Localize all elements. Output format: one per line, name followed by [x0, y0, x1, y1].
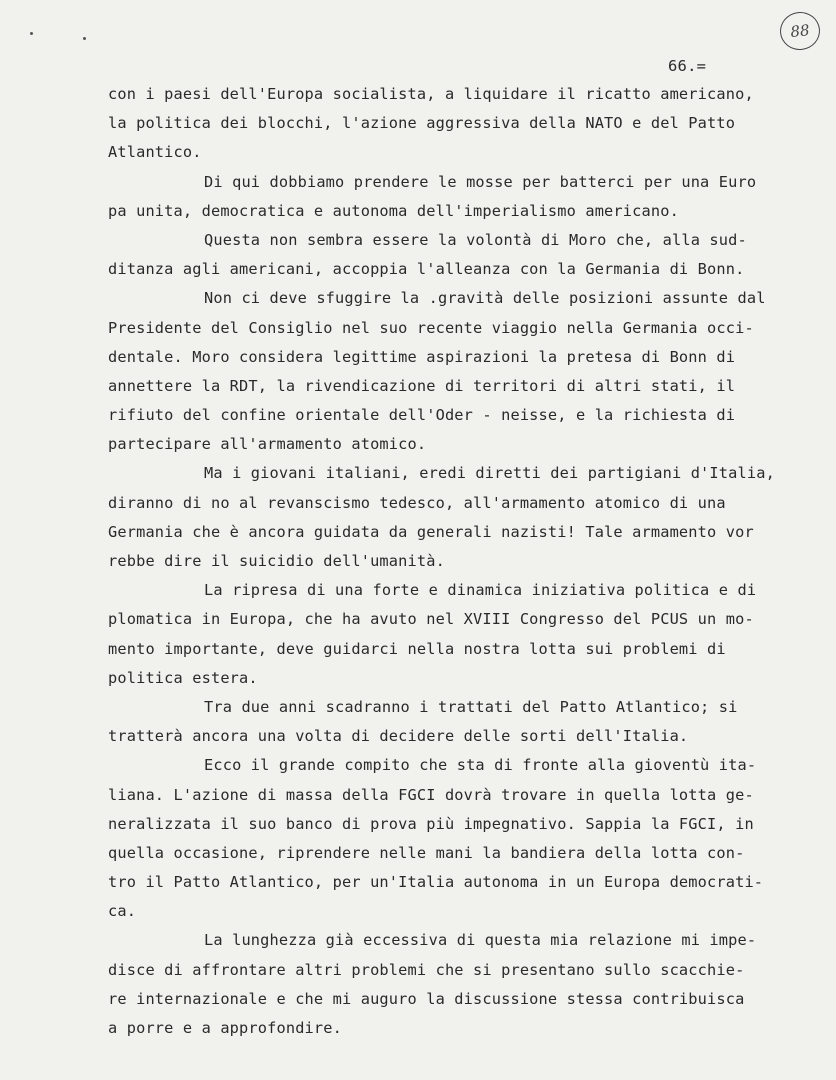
text-line: Tra due anni scadranno i trattati del Patto Atlantico; si [204, 697, 738, 716]
text-line: partecipare all'armamento atomico. [108, 435, 427, 454]
text-line: tratterà ancora una volta di decidere delle sorti dell'Italia. [108, 727, 689, 746]
text-line: la politica dei blocchi, l'azione aggressiva della NATO e del Patto [108, 114, 736, 133]
scan-specks [30, 28, 90, 48]
text-line: liana. L'azione di massa della FGCI dovrà trovare in quella lotta ge- [108, 785, 754, 804]
text-line: quella occasione, riprendere nelle mani la bandiera della lotta con- [108, 843, 745, 862]
text-line: plomatica in Europa, che ha avuto nel XVIII Congresso del PCUS un mo- [108, 610, 754, 629]
text-line: a porre e a approfondire. [108, 1019, 342, 1037]
text-line: tro il Patto Atlantico, per un'Italia autonoma in un Europa democrati- [108, 873, 764, 892]
text-line: Ecco il grande compito che sta di fronte alla gioventù ita- [204, 756, 757, 775]
text-line: Questa non sembra essere la volontà di Moro che, alla sud- [204, 230, 747, 249]
text-line: re internazionale e che mi auguro la discussione stessa contribuisca [108, 989, 745, 1008]
text-line: Germania che è ancora guidata da generali nazisti! Tale armamento vor [108, 522, 754, 541]
text-line: dentale. Moro considera legittime aspirazioni la pretesa di Bonn di [108, 347, 736, 366]
text-line: politica estera. [108, 668, 258, 687]
text-line: La lunghezza già eccessiva di questa mia relazione mi impe- [204, 931, 757, 950]
text-line: rifiuto del confine orientale dell'Oder - neisse, e la richiesta di [108, 406, 736, 425]
page-number: 66.= [668, 57, 707, 75]
text-line: annettere la RDT, la rivendicazione di territori di altri stati, il [108, 376, 736, 395]
text-line: pa unita, democratica e autonoma dell'imperialismo americano. [108, 201, 679, 220]
body-text [108, 80, 798, 1043]
text-line: ditanza agli americani, accoppia l'alleanza con la Germania di Bonn. [108, 260, 745, 279]
text-line: diranno di no al revanscismo tedesco, all'armamento atomico di una [108, 493, 726, 512]
text-line: mento importante, deve guidarci nella nostra lotta sui problemi di [108, 639, 726, 658]
text-line: Di qui dobbiamo prendere le mosse per batterci per una Euro [204, 172, 757, 191]
text-line: Atlantico. [108, 143, 202, 162]
text-line: Non ci deve sfuggire la .gravità delle posizioni assunte dal [204, 289, 766, 308]
text-line: Presidente del Consiglio nel suo recente viaggio nella Germania occi- [108, 318, 754, 337]
text-line: neralizzata il suo banco di prova più impegnativo. Sappia la FGCI, in [108, 814, 754, 833]
text-line: rebbe dire il suicidio dell'umanità. [108, 552, 445, 570]
text-line: con i paesi dell'Europa socialista, a liquidare il ricatto americano, [108, 85, 754, 103]
text-line: La ripresa di una forte e dinamica iniziativa politica e di [204, 581, 757, 600]
text-line: disce di affrontare altri problemi che si presentano sullo scacchie- [108, 960, 745, 979]
text-line: ca. [108, 902, 137, 921]
archive-stamp: 88 [778, 10, 822, 52]
text-line: Ma i giovani italiani, eredi diretti dei partigiani d'Italia, [204, 464, 775, 483]
